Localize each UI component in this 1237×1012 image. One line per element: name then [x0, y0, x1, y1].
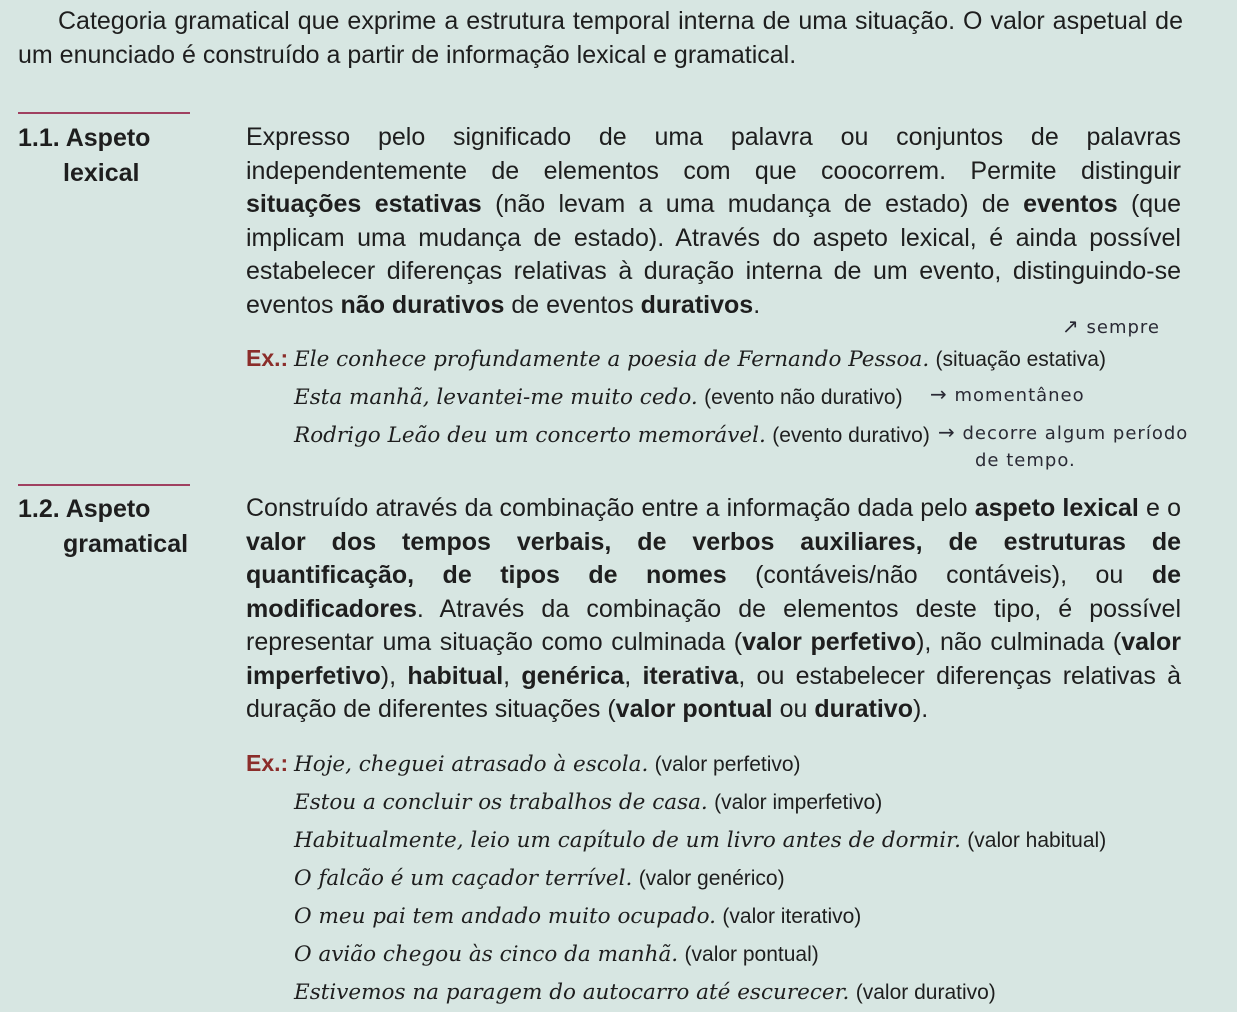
section-divider: [18, 484, 190, 486]
bold-term: de modificadores: [246, 561, 1181, 623]
example-sentence: O falcão é um caçador terrível.: [294, 866, 633, 891]
arrow-icon: ↗: [1062, 314, 1080, 338]
examples-label: Ex.:: [246, 345, 289, 371]
handwritten-note: → momentâneo: [930, 382, 1085, 406]
bold-term: eventos: [1023, 190, 1118, 218]
example-item: [246, 783, 1226, 821]
examples-label: Ex.:: [246, 750, 289, 776]
examples-list-grammatical: [246, 745, 1226, 1011]
bold-term: valor pontual: [615, 695, 773, 723]
text-run: e o: [1138, 494, 1181, 522]
example-sentence: Habitualmente, leio um capítulo de um livro antes de dormir.: [294, 828, 961, 853]
handwritten-note: de tempo.: [975, 450, 1076, 471]
example-item: [246, 897, 1226, 935]
text-run: ,: [503, 661, 522, 690]
example-classification: (valor genérico): [638, 867, 785, 890]
intro-paragraph: Categoria gramatical que exprime a estrutura temporal interna de uma situação. O valor aspetual de um enunciado é construído a partir de informação lexical e gramatical.: [18, 7, 1183, 69]
example-sentence: Estivemos na paragem do autocarro até escurecer.: [294, 980, 850, 1005]
bold-term: durativos: [640, 290, 754, 319]
example-classification: (valor habitual): [967, 829, 1107, 852]
arrow-icon: →: [930, 382, 948, 406]
bold-term: aspeto lexical: [974, 494, 1139, 522]
example-classification: (valor pontual): [684, 943, 819, 966]
example-classification: (situação estativa): [935, 348, 1106, 371]
example-sentence: O avião chegou às cinco da manhã.: [294, 942, 679, 967]
example-item: [246, 859, 1226, 897]
section-title-line: lexical: [63, 159, 140, 187]
example-item: [246, 745, 1226, 783]
text-run: ), não culminada (: [916, 628, 1122, 656]
example-classification: (evento durativo): [772, 424, 930, 447]
example-classification: (evento não durativo): [704, 386, 903, 409]
section-body-grammatical: [246, 492, 1181, 727]
text-run: (contáveis/não contáveis), ou: [726, 561, 1152, 589]
text-run: ),: [380, 661, 408, 690]
bold-term: não durativos: [340, 290, 505, 319]
example-classification: (valor durativo): [855, 981, 996, 1004]
example-item: [246, 973, 1226, 1011]
section-title-lexical: [18, 121, 228, 191]
example-sentence: Hoje, cheguei atrasado à escola.: [294, 752, 649, 777]
section-body-lexical: [246, 121, 1181, 322]
text-run: (não levam a uma mudança de estado) de: [481, 190, 1024, 218]
text-run: ,: [624, 661, 643, 690]
bold-term: habitual: [407, 661, 504, 690]
text-run: . Através da combinação de elementos deste tipo, é possível representar uma situação como culminada (: [246, 594, 1181, 656]
text-run: Construído através da combinação entre a informação dada pelo: [246, 494, 975, 522]
text-run: de eventos: [504, 290, 641, 319]
example-sentence: Esta manhã, levantei-me muito cedo.: [294, 385, 698, 410]
example-sentence: Ele conhece profundamente a poesia de Fernando Pessoa.: [294, 347, 930, 372]
example-classification: (valor imperfetivo): [714, 791, 883, 814]
text-run: ).: [912, 695, 929, 723]
text-run: (que implicam uma mudança de estado). Através do aspeto lexical, é ainda possível estabelecer diferenças relativas à duração interna de um evento, distinguindo-se eventos: [246, 190, 1181, 319]
handwritten-note: → decorre algum período: [938, 420, 1189, 444]
bold-term: genérica: [521, 661, 625, 690]
section-title-grammatical: [18, 492, 228, 562]
text-run: , ou estabelecer diferenças relativas à duração de diferentes situações (: [246, 661, 1181, 723]
section-title-line: 1.2. Aspeto: [18, 495, 151, 523]
example-item: [246, 821, 1226, 859]
text-run: ou: [772, 695, 815, 723]
bold-term: valor perfetivo: [742, 628, 917, 656]
example-sentence: Rodrigo Leão deu um concerto memorável.: [294, 423, 766, 448]
example-classification: (valor iterativo): [722, 905, 862, 928]
handwritten-note: ↗ sempre: [1062, 314, 1160, 338]
section-title-line: 1.1. Aspeto: [18, 124, 151, 152]
example-item: [246, 935, 1226, 973]
example-classification: (valor perfetivo): [654, 753, 801, 776]
example-item: [246, 340, 1226, 378]
bold-term: valor imperfetivo: [246, 628, 1182, 690]
bold-term: valor dos tempos verbais, de verbos auxiliares, de estruturas de quantificação, de tipos de nomes: [246, 527, 1181, 589]
arrow-icon: →: [938, 420, 956, 444]
text-run: .: [753, 290, 761, 319]
bold-term: situações estativas: [246, 190, 482, 218]
section-divider: [18, 112, 190, 114]
example-sentence: Estou a concluir os trabalhos de casa.: [294, 790, 708, 815]
bold-term: durativo: [814, 695, 913, 723]
section-title-line: gramatical: [63, 530, 189, 558]
example-sentence: O meu pai tem andado muito ocupado.: [294, 904, 717, 929]
bold-term: iterativa: [642, 661, 739, 690]
text-run: Expresso pelo significado de uma palavra ou conjuntos de palavras independentemente de elementos com que coocorrem. Permite distinguir: [246, 123, 1181, 185]
